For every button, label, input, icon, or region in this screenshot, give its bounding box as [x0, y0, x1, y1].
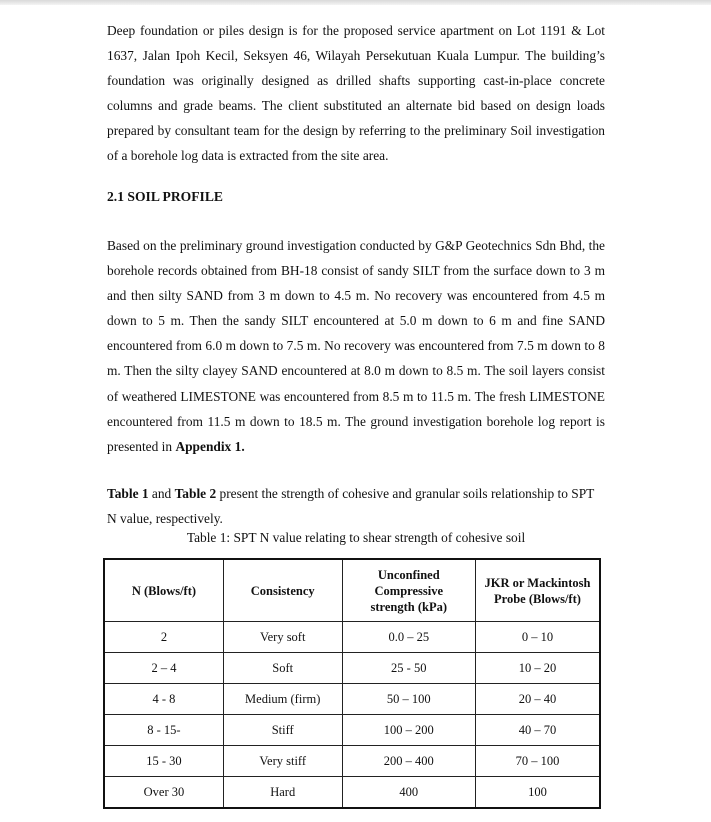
header-ucs-line1: Unconfined	[377, 567, 440, 582]
tables-sentence-rest: present the strength of cohesive and granular soils relationship to SPT N value, respectively.	[107, 486, 595, 527]
cell-ucs: 50 – 100	[342, 684, 475, 715]
header-n: N (Blows/ft)	[104, 559, 223, 622]
header-ucs-line2: Compressive	[374, 583, 444, 598]
cell-ucs: 25 - 50	[342, 653, 475, 684]
cell-jkr: 20 – 40	[475, 684, 600, 715]
cell-jkr: 0 – 10	[475, 622, 600, 653]
cell-n: 4 - 8	[104, 684, 223, 715]
cell-consistency: Hard	[223, 777, 342, 809]
cell-consistency: Very soft	[223, 622, 342, 653]
cell-jkr: 10 – 20	[475, 653, 600, 684]
cell-n: 8 - 15-	[104, 715, 223, 746]
viewer-top-edge	[0, 0, 711, 5]
cell-jkr: 40 – 70	[475, 715, 600, 746]
table-row	[104, 622, 600, 653]
cell-consistency: Medium (firm)	[223, 684, 342, 715]
table-row	[104, 653, 600, 684]
cell-consistency: Soft	[223, 653, 342, 684]
section-heading: 2.1 SOIL PROFILE	[107, 189, 223, 204]
table-header-row	[104, 559, 600, 622]
header-jkr-line2: Probe (Blows/ft)	[494, 591, 581, 606]
table-row	[104, 715, 600, 746]
spt-n-table	[103, 558, 601, 809]
appendix-period: .	[241, 438, 245, 454]
header-jkr	[475, 559, 600, 622]
header-ucs	[342, 559, 475, 622]
cell-consistency: Very stiff	[223, 746, 342, 777]
cell-jkr: 70 – 100	[475, 746, 600, 777]
cell-ucs: 400	[342, 777, 475, 809]
soil-profile-text: Based on the preliminary ground investigation conducted by G&P Geotechnics Sdn Bhd, the borehole records obtained from BH-18 consist of sandy SILT from the surface down to 3 m and then silty SAND from 3 m down to 4.5 m. No recovery was encountered from 4.5 m down to 5 m. Then the sandy SILT encountered at 5.0 m down to 6 m and fine SAND encountered from 6.0 m down to 7.5 m. No recovery was encountered from 7.5 m down to 8 m. Then the silty clayey SAND encountered at 8.0 m down to 8.5 m. The soil layers consist of weathered LIMESTONE was encountered from 8.5 m to 11.5 m. The fresh LIMESTONE encountered from 11.5 m down to 18.5 m. The ground investigation borehole log report is presented in	[107, 238, 605, 454]
cell-n: 15 - 30	[104, 746, 223, 777]
table-caption: Table 1: SPT N value relating to shear strength of cohesive soil	[186, 530, 526, 545]
tables-sentence	[107, 481, 605, 531]
cell-n: Over 30	[104, 777, 223, 809]
header-consistency: Consistency	[223, 559, 342, 622]
table-row	[104, 777, 600, 809]
cell-ucs: 0.0 – 25	[342, 622, 475, 653]
soil-profile-paragraph	[107, 233, 605, 459]
appendix-reference: Appendix 1	[175, 438, 242, 454]
header-ucs-line3: strength (kPa)	[370, 599, 448, 614]
cell-n: 2	[104, 622, 223, 653]
cell-consistency: Stiff	[223, 715, 342, 746]
and-text: and	[148, 486, 175, 501]
table1-ref: Table 1	[107, 486, 149, 501]
cell-ucs: 100 – 200	[342, 715, 475, 746]
table2-ref: Table 2	[174, 486, 217, 501]
cell-ucs: 200 – 400	[342, 746, 475, 777]
cell-jkr: 100	[475, 777, 600, 809]
cell-n: 2 – 4	[104, 653, 223, 684]
table-row	[104, 746, 600, 777]
intro-paragraph: Deep foundation or piles design is for the proposed service apartment on Lot 1191 & Lot 1637, Jalan Ipoh Kecil, Seksyen 46, Wilayah Persekutuan Kuala Lumpur. The building’s foundation was originally designed as drilled shafts supporting cast-in-place concrete columns and grade beams. The client substituted an alternate bid based on design loads prepared by consultant team for the design by referring to the preliminary Soil investigation of a borehole log data is extracted from the site area.	[107, 23, 605, 164]
table-row	[104, 684, 600, 715]
header-jkr-line1: JKR or Mackintosh	[484, 575, 591, 590]
